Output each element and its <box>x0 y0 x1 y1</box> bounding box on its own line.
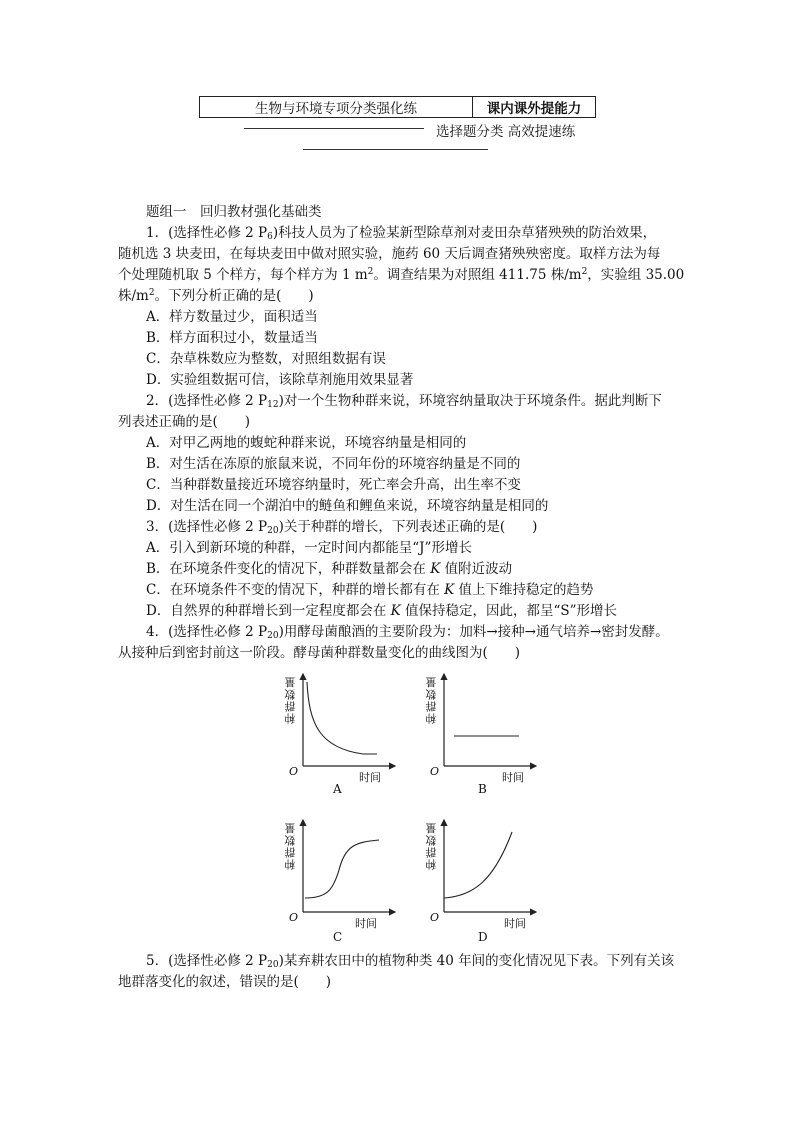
q4-line1: 4．(选择性必修 2 $P_{20}$)用酵母菌酿酒的主要阶段为：加料→接种→通气培养→密封发酵。 <box>146 624 669 641</box>
header-title: 生物与环境专项分类强化练 <box>200 97 473 117</box>
graph-a-ylabel: 种群数量 <box>284 676 297 724</box>
graph-d-svg <box>424 814 554 974</box>
q1-option-c: C．杂草株数应为整数，对照组数据有误 <box>146 351 386 367</box>
q1-option-a: A．样方数量过少，面积适当 <box>146 309 318 325</box>
subtitle: 选择题分类 高效提速练 <box>436 124 576 140</box>
graph-a-curve <box>307 682 377 754</box>
header-right-title: 课内课外提能力 <box>486 101 582 117</box>
q2-option-c: C．当种群数量接近环境容纳量时，死亡率会升高，出生率不变 <box>146 477 521 493</box>
graph-b-label: B <box>478 782 487 796</box>
q1-line3: 个处理随机取 5 个样方，每个样方为 1 $m^2$。调查结果为对照组 411.75 株$/m^2$，实验组 35.00 <box>118 267 685 283</box>
q5-block <box>118 951 678 993</box>
section-title: 题组一 回归教材强化基础类 <box>146 204 322 220</box>
graph-c-curve <box>305 840 379 898</box>
graph-a-svg <box>283 668 413 828</box>
q3-option-c: C．在环境条件不变的情况下，种群的增长都有在 K 值上下维持稳定的趋势 <box>146 582 594 598</box>
subtitle-rule-left <box>244 128 424 129</box>
q1-line1: 1．(选择性必修 2 $P_6$)科技人员为了检验某新型除草剂对麦田杂草猪殃殃的防治效果， <box>146 225 657 242</box>
graph-d-origin: O <box>430 911 440 924</box>
q2-option-a: A．对甲乙两地的蝮蛇种群来说，环境容纳量是相同的 <box>146 435 467 451</box>
graph-c-svg <box>283 814 413 974</box>
graph-b-origin: O <box>430 765 440 778</box>
graph-a <box>283 668 413 828</box>
graph-c <box>283 814 413 974</box>
q3-option-d: D．自然界的种群增长到一定程度都会在 K 值保持稳定，因此，都呈“S”形增长 <box>146 603 618 619</box>
graph-b <box>424 668 554 828</box>
q1-option-d: D．实验组数据可信，该除草剂施用效果显著 <box>146 372 414 388</box>
q2-option-d: D．对生活在同一个湖泊中的鲢鱼和鲤鱼来说，环境容纳量是相同的 <box>146 498 549 514</box>
graph-c-label: C <box>333 930 343 944</box>
graph-d <box>424 814 554 974</box>
graph-a-label: A <box>333 782 342 796</box>
graph-a-xlabel: 时间 <box>359 771 381 784</box>
graph-a-origin: O <box>289 765 299 778</box>
header-box <box>199 96 596 118</box>
graph-d-label: D <box>478 930 488 944</box>
q1-option-b: B．样方面积过小，数量适当 <box>146 330 318 346</box>
q3-line1: 3．(选择性必修 2 $P_{20}$)关于种群的增长，下列表述正确的是( ) <box>146 519 538 536</box>
q5-line2: 地群落变化的叙述，错误的是( ) <box>118 974 332 990</box>
graph-c-xlabel: 时间 <box>355 917 377 930</box>
q3-option-a: A．引入到新环境的种群，一定时间内都能呈“J”形增长 <box>146 540 472 556</box>
graph-c-origin: O <box>289 911 299 924</box>
questions-block <box>118 202 685 664</box>
q2-option-b: B．对生活在冻原的旅鼠来说，不同年份的环境容纳量是不同的 <box>146 456 521 472</box>
q5-line1: 5．(选择性必修 2 $P_{20}$)某弃耕农田中的植物种类 40 年间的变化情况见下表。下列有关该 <box>146 953 675 970</box>
graph-c-ylabel: 种群数量 <box>284 822 297 870</box>
graph-d-curve <box>444 832 512 898</box>
subtitle-rule-bottom <box>303 149 488 150</box>
q1-line2: 随机选 3 块麦田，在每块麦田中做对照实验，施药 60 天后调查猪殃殃密度。取样方法为每 <box>118 246 661 262</box>
graph-b-xlabel: 时间 <box>502 771 524 784</box>
graph-b-svg <box>424 668 554 828</box>
q2-line2: 列表述正确的是( ) <box>118 414 251 430</box>
graph-b-ylabel: 种群数量 <box>425 676 438 724</box>
graph-d-ylabel: 种群数量 <box>425 822 438 870</box>
q4-line2: 从接种后到密封前这一阶段。酵母菌种群数量变化的曲线图为( ) <box>118 645 521 661</box>
q1-line4: 株$/m^2$。下列分析正确的是( ) <box>118 288 314 304</box>
graph-d-xlabel: 时间 <box>504 917 526 930</box>
q2-line1: 2．(选择性必修 2 $P_{12}$)对一个生物种群来说，环境容纳量取决于环境条件。据此判断下 <box>146 393 662 410</box>
q3-option-b: B．在环境条件变化的情况下，种群数量都会在 K 值附近波动 <box>146 561 513 577</box>
